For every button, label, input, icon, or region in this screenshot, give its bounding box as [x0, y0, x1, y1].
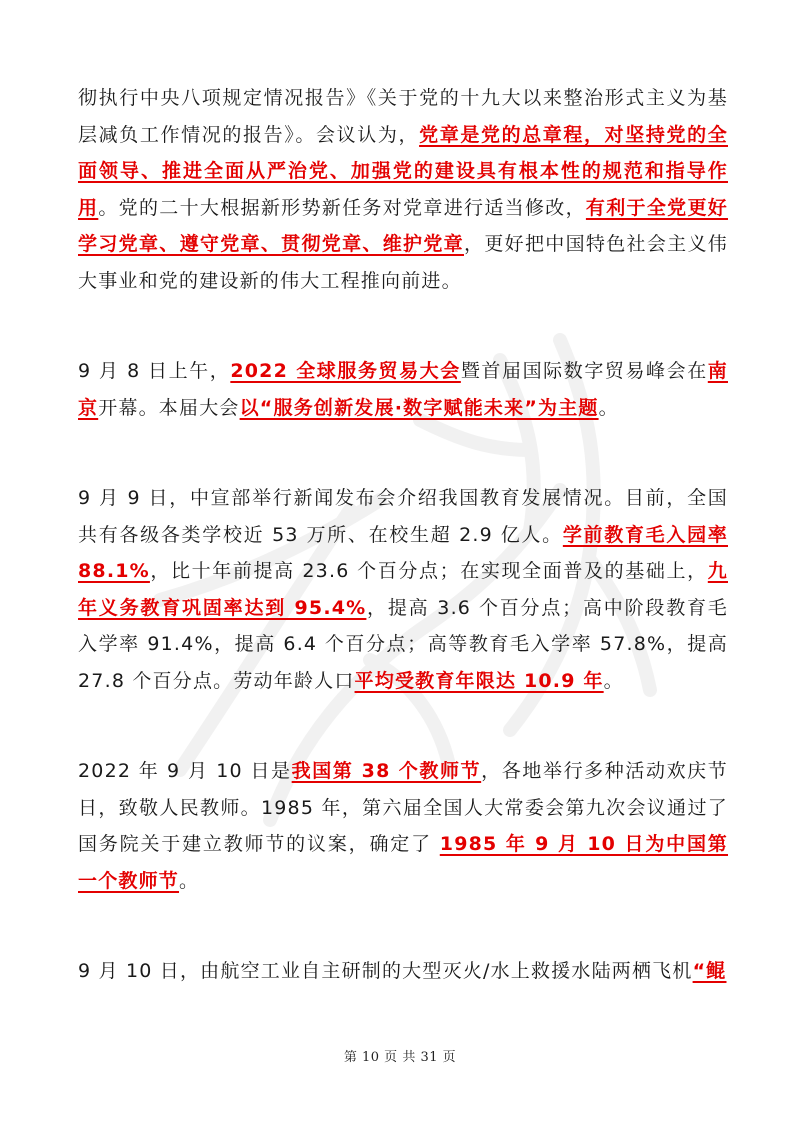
- body-text: 。: [598, 396, 619, 419]
- body-text: ，更好把中国特色社会主义伟大事业和党的建设新的伟大工程推向前进。: [78, 233, 728, 292]
- body-text: 。: [603, 669, 624, 692]
- paragraph-party-constitution: [78, 80, 728, 299]
- body-text: 9 月 10 日，由航空工业自主研制的大型灭火/水上救援水陆两栖飞机: [78, 960, 693, 982]
- body-text: 。党的二十大根据新形势新任务对党章进行适当修改，: [98, 196, 586, 219]
- highlighted-text: 平均受教育年限达 10.9 年: [354, 669, 604, 692]
- body-text: 。: [179, 869, 200, 892]
- highlighted-text: “鲲: [692, 960, 727, 982]
- highlighted-text: 我国第 38 个教师节: [291, 760, 482, 782]
- body-text: 2022 年 9 月 10 日是: [78, 760, 292, 782]
- highlighted-text: 2022 全球服务贸易大会: [230, 360, 461, 382]
- body-text: 彻执行中央八项规定情况报告》《关于党的十九大以来整治形式主义为基层减负工作情况的报告》。会议认为，: [78, 87, 728, 146]
- body-text: 9 月 8 日上午，: [78, 360, 231, 382]
- body-text: 9 月 9 日，中宣部举行新闻发布会介绍我国教育发展情况。目前，全国共有各级各类学校近 53 万所、在校生超 2.9 亿人。: [78, 487, 728, 546]
- body-text: ，各地举行多种活动欢庆节日，致敬人民教师。1985 年，第六届全国人大常委会第九次会议通过了国务院关于建立教师节的议案，确定了: [78, 760, 728, 855]
- paragraph-teachers-day: [78, 753, 728, 899]
- highlighted-text: 党章是党的总章程，对坚持党的全面领导、推进全面从严治党、加强党的建设具有根本性的规范和指导作用: [78, 123, 728, 219]
- body-text: 开幕。本届大会: [98, 396, 240, 419]
- body-text: ，提高 3.6 个百分点；高中阶段教育毛入学率 91.4%，提高 6.4 个百分点；高等教育毛入学率 57.8%，提高 27.8 个百分点。劳动年龄人口: [78, 596, 729, 692]
- body-text: 暨首届国际数字贸易峰会在: [460, 360, 708, 382]
- highlighted-text: 有利于全党更好学习党章、遵守党章、贯彻党章、维护党章: [78, 196, 728, 255]
- paragraph-amphibious-aircraft: [78, 953, 728, 990]
- highlighted-text: 南京: [78, 360, 728, 419]
- highlighted-text: 九年义务教育巩固率达到 95.4%: [78, 560, 728, 619]
- document-body: [78, 80, 728, 1044]
- highlighted-text: 1985 年 9 月 10 日为中国第一个教师节: [78, 833, 729, 892]
- highlighted-text: 学前教育毛入园率 88.1%: [78, 523, 728, 582]
- paragraph-education-statistics: [78, 480, 728, 699]
- body-text: ，比十年前提高 23.6 个百分点；在实现全面普及的基础上，: [149, 560, 708, 582]
- paragraph-trade-conference: [78, 353, 728, 426]
- highlighted-text: 以“服务创新发展·数字赋能未来”为主题: [239, 396, 599, 419]
- page-number: 第 10 页 共 31 页: [343, 1050, 457, 1065]
- page-footer: [0, 1046, 800, 1065]
